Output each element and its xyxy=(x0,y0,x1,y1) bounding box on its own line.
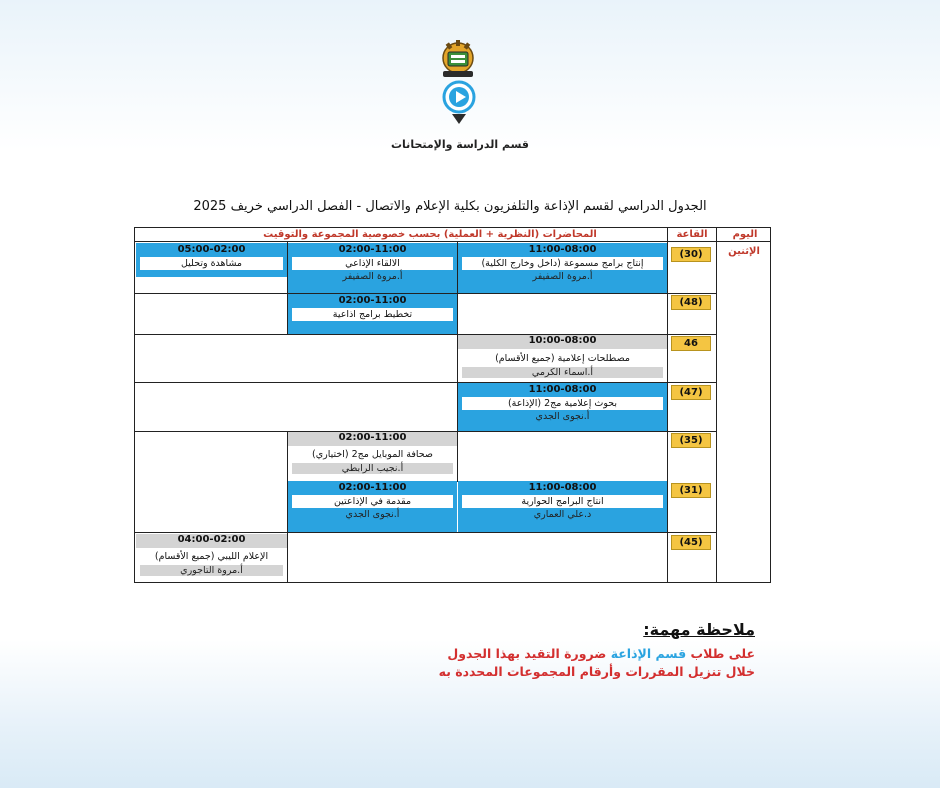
slot-time: 11:00-08:00 xyxy=(528,384,597,395)
slot-time: 02:00-11:00 xyxy=(338,432,407,443)
header-divider xyxy=(135,241,770,242)
slot-course: مشاهدة وتحليل xyxy=(140,257,283,270)
slot-teacher: أ.نجيب الرابطي xyxy=(292,463,453,474)
slot-course: مصطلحات إعلامية (جميع الأقسام) xyxy=(462,352,663,365)
room-badge: (47) xyxy=(671,385,711,400)
slot-teacher: أ.نجوى الجدي xyxy=(345,509,400,520)
schedule-table xyxy=(134,227,771,583)
lecture-slot xyxy=(136,534,287,548)
note-line-1 xyxy=(380,646,755,661)
room-badge: 46 xyxy=(671,336,711,351)
slot-time: 11:00-08:00 xyxy=(528,244,597,255)
slot-teacher: أ.مروة التاجوري xyxy=(140,565,283,576)
slot-time: 04:00-02:00 xyxy=(177,534,246,545)
background-bottom xyxy=(0,640,940,788)
room-badge: (31) xyxy=(671,483,711,498)
divider-room-lectures xyxy=(667,228,668,582)
header-room: القاعة xyxy=(676,229,708,240)
note-title: ملاحظة مهمة: xyxy=(643,620,755,639)
lecture-slot xyxy=(458,383,667,431)
cell-divider xyxy=(287,533,288,582)
room-badge: (48) xyxy=(671,295,711,310)
slot-teacher: أ.مروة الصفيفر xyxy=(342,271,403,282)
slot-course: انتاج البرامج الحوارية xyxy=(462,495,663,508)
media-college-logo xyxy=(442,80,476,126)
slot-course: تخطيط برامج اذاعية xyxy=(292,308,453,321)
note-highlight: قسم الإذاعة xyxy=(610,646,687,661)
header-lectures: المحاضرات (النظرية + العملية) بحسب خصوصية المجموعة والتوقيت xyxy=(263,229,597,240)
slot-teacher: أ.مروة الصفيفر xyxy=(532,271,593,282)
page-title: الجدول الدراسي لقسم الإذاعة والتلفزيون بكلية الإعلام والاتصال - الفصل الدراسي خريف 2025 xyxy=(193,199,707,214)
row-divider xyxy=(135,532,717,533)
lecture-slot xyxy=(288,243,457,293)
university-crest-logo xyxy=(437,38,479,80)
lecture-slot xyxy=(458,481,667,532)
lecture-slot xyxy=(288,481,457,532)
room-badge: (45) xyxy=(671,535,711,550)
slot-time: 02:00-11:00 xyxy=(338,244,407,255)
slot-time: 02:00-11:00 xyxy=(338,482,407,493)
slot-course: الإعلام الليبي (جميع الأقسام) xyxy=(140,550,283,563)
note-text: على طلاب xyxy=(686,646,755,661)
room-badge: (35) xyxy=(671,433,711,448)
cell-divider xyxy=(457,432,458,482)
slot-course: صحافة الموبايل مج2 (اختياري) xyxy=(292,448,453,461)
divider-day-room xyxy=(716,228,717,582)
department-title: قسم الدراسة والإمتحانات xyxy=(391,138,529,151)
lecture-slot xyxy=(458,243,667,293)
slot-course: مقدمة في الإذاعتين xyxy=(292,495,453,508)
lecture-slot xyxy=(136,243,287,277)
note-line-2: خلال تنزيل المقررات وأرقام المجموعات المحددة به xyxy=(438,664,755,679)
cell-divider xyxy=(457,294,458,334)
slot-teacher: د.علي العماري xyxy=(533,509,592,520)
slot-time: 05:00-02:00 xyxy=(177,244,246,255)
slot-time: 02:00-11:00 xyxy=(338,295,407,306)
lecture-slot xyxy=(458,335,667,349)
lecture-slot xyxy=(288,294,457,334)
day-monday: الإثنين xyxy=(728,246,760,257)
slot-teacher: أ.اسماء الكرمي xyxy=(462,367,663,378)
slot-time: 11:00-08:00 xyxy=(528,482,597,493)
note-text: ضرورة التقيد بهذا الجدول xyxy=(447,646,611,661)
room-badge: (30) xyxy=(671,247,711,262)
slot-teacher: أ.نجوى الجدي xyxy=(535,411,590,422)
slot-course: الالقاء الإذاعي xyxy=(292,257,453,270)
lecture-slot xyxy=(288,432,457,446)
slot-course: إنتاج برامج مسموعة (داخل وخارج الكلية) xyxy=(462,257,663,270)
slot-course: بحوث إعلامية مج2 (الإذاعة) xyxy=(462,397,663,410)
slot-time: 10:00-08:00 xyxy=(528,335,597,346)
header-day: اليوم xyxy=(732,229,758,240)
